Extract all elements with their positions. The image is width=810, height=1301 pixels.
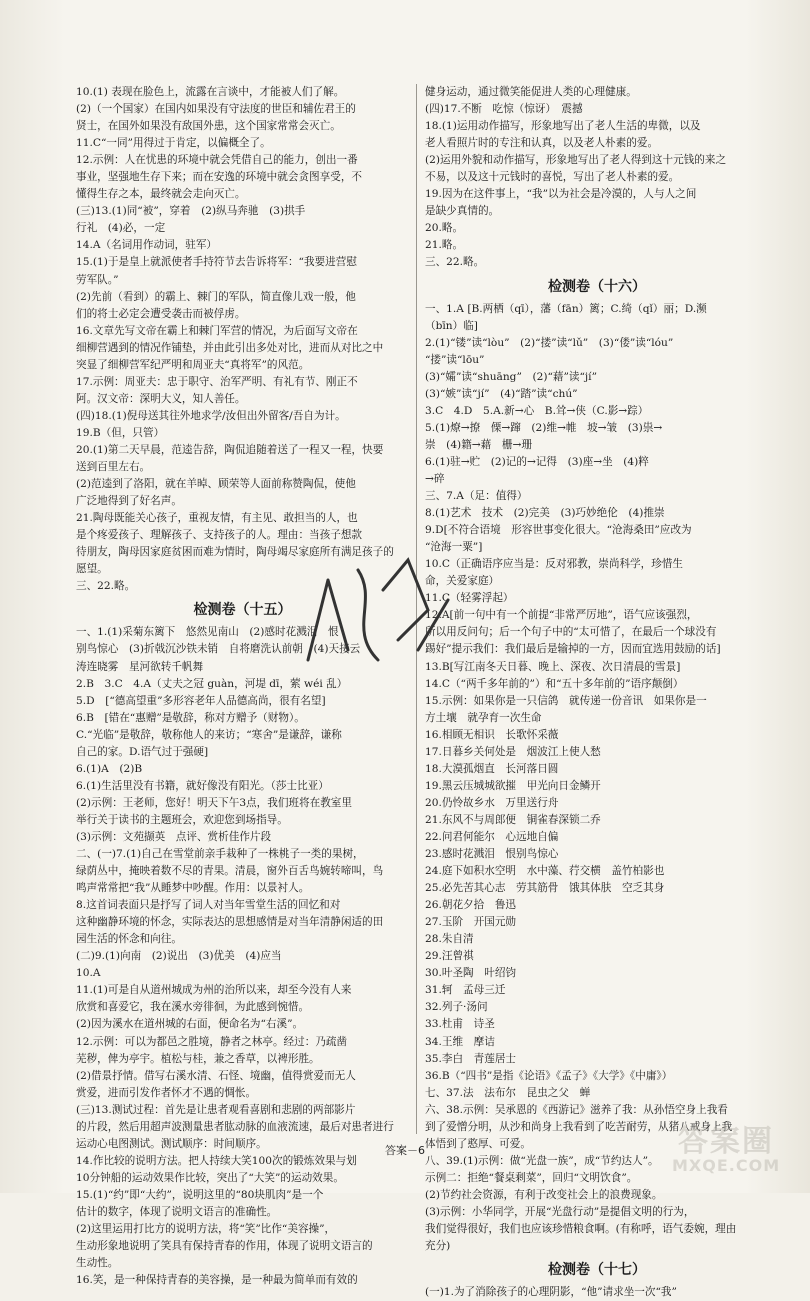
text-line: 10.C（正确语序应当是：反对邪教，崇尚科学，珍惜生 bbox=[425, 558, 684, 571]
text-line: 19.黑云压城城欲摧 甲光向日金鳞开 bbox=[425, 779, 601, 792]
text-line: 36.B（“四书”是指《论语》《孟子》《大学》《中庸》） bbox=[425, 1069, 673, 1082]
text-line: 6.(1)生活里没有书籍，就好像没有阳光。（莎士比亚） bbox=[76, 779, 329, 792]
text-line: 6.(1)驻→贮 (2)记的→记得 (3)座→坐 (4)粹 bbox=[425, 455, 649, 468]
text-line: 的片段，然后用超声波测量患者肱动脉的血液流速，最后对患者进行 bbox=[76, 1120, 394, 1133]
text-line: 10.(1) 表现在脸色上，流露在言谈中，才能被人们了解。 bbox=[76, 86, 345, 98]
text-line: 30.叶圣陶 叶绍钧 bbox=[425, 967, 517, 980]
text-line: 11.C“一同”用得过于肯定，以偏概全了。 bbox=[76, 137, 271, 150]
text-line: 园生活的怀念和向往。 bbox=[76, 933, 182, 946]
text-line: 鸣声常常把“我”从睡梦中吵醒。作用：以景衬人。 bbox=[76, 882, 310, 895]
text-line: (一)1.为了消除孩子的心理阴影，“他”请求坐一次“我” bbox=[425, 1286, 677, 1299]
page-footer: 答案－6 bbox=[385, 1144, 425, 1157]
text-line: 是缺少真情的。 bbox=[425, 205, 500, 218]
text-line: 29.汪曾祺 bbox=[425, 950, 474, 963]
text-line: 健身运动，通过微笑能促进人类的心理健康。 bbox=[425, 86, 637, 98]
text-line: 11.C（轻雾浮起） bbox=[425, 592, 514, 605]
text-line: 贤士，在国外如果没有敌国外患，这个国家常常会灭亡。 bbox=[76, 120, 341, 133]
text-line: (三)13.测试过程：首先是让患者观看喜剧和悲剧的两部影片 bbox=[76, 1103, 356, 1116]
text-line: 15.(1)“约”即“大约”，说明这里的“80块肌肉”是一个 bbox=[76, 1188, 324, 1201]
text-line: 欣赏和喜爱它，我在溪水旁徘徊，为此感到惋惜。 bbox=[76, 1001, 310, 1014]
text-line: 8.(1)艺术 技术 (2)完美 (3)巧妙绝伦 (4)推崇 bbox=[425, 507, 665, 520]
section-title-16: 检测卷（十六） bbox=[548, 278, 646, 295]
text-line: (2)因为溪水在道州城的右面，便命名为“右溪”。 bbox=[76, 1018, 304, 1031]
text-line: 16.文章先写文帝在霸上和棘门军营的情况，为后面写文帝在 bbox=[76, 324, 358, 337]
text-line: (3)示例：文苑撷英 点评、赏析佳作片段 bbox=[76, 830, 272, 843]
text-line: (四)17.不断 吃惊（惊讶） 震撼 bbox=[425, 103, 583, 116]
text-line: 举行关于读书的主题班会，欢迎您到场指导。 bbox=[76, 813, 288, 826]
text-line: 2.B 3.C 4.A（丈夫之冠 guàn，河堤 dī，萦 wéi 乱） bbox=[76, 677, 348, 690]
text-line: 示例二：拒绝“餐桌剩菜”，回归“文明饮食”。 bbox=[425, 1171, 638, 1184]
text-line: 12.A[前一句中有一个前提“非常严厉地”，语气应该强烈， bbox=[425, 609, 698, 622]
watermark-top: 答案圈 bbox=[678, 1124, 774, 1159]
text-line: 八、39.(1)示例：做“光盘一族”，成“节约达人”。 bbox=[425, 1154, 659, 1167]
text-line: 芜秽，俾为亭宇。植松与桂，兼之香草，以裨形胜。 bbox=[76, 1052, 320, 1065]
text-line: 2.(1)“镂”读“lòu” (2)“搂”读“lǔ” (3)“偻”读“lóu” bbox=[425, 336, 674, 349]
text-line: 体悟到了憨厚、可爱。 bbox=[425, 1137, 531, 1150]
text-line: 27.玉阶 开国元勋 bbox=[425, 916, 517, 929]
text-line: (3)“嫉”读“jí” (4)“踏”读“chú” bbox=[425, 387, 578, 400]
text-line: 赏爱，进而引发作者怀才不遇的惆怅。 bbox=[76, 1086, 257, 1099]
text-line: 老人看照片时的专注和认真，以及老人朴素的爱。 bbox=[425, 137, 659, 150]
text-line: 17.日暮乡关何处是 烟波江上使人愁 bbox=[425, 745, 601, 758]
text-line: 所以用反问句；后一个句子中的“太可惜了，在最后一个球没有 bbox=[425, 626, 717, 639]
text-line: (2)（一个国家）在国内如果没有守法度的世臣和辅佐君王的 bbox=[76, 103, 356, 116]
text-line: C.“光临”是敬辞，敬称他人的来访；“寒舍”是谦辞，谦称 bbox=[76, 728, 342, 741]
text-line: 生动性。 bbox=[76, 1257, 119, 1270]
text-line: 崇 (4)籍→藉 栅→珊 bbox=[425, 438, 532, 451]
text-line: 3.C 4.D 5.A.新→心 B.耸→侠（C.影→踪） bbox=[425, 404, 649, 417]
text-line: 21.略。 bbox=[425, 239, 464, 252]
text-line: 涛连晓雾 星河欲转千帆舞 bbox=[76, 660, 204, 673]
text-line: 七、37.法 法布尔 昆虫之父 蝉 bbox=[425, 1086, 591, 1099]
text-line: 行礼 (4)必，一定 bbox=[76, 222, 166, 235]
text-line: (2)节约社会资源，有利于改变社会上的浪费现象。 bbox=[425, 1188, 663, 1201]
text-line: 事业，坚强地生存下来；而在安逸的环境中就会贪图享受，不 bbox=[76, 171, 363, 184]
text-line: 20.仍怜故乡水 万里送行舟 bbox=[425, 796, 559, 809]
text-line: 26.朝花夕拾 鲁迅 bbox=[425, 899, 517, 912]
text-line: 6.B [错在“惠赠”是敬辞，称对方赠予（财物）。 bbox=[76, 711, 305, 724]
text-line: 三、22.略。 bbox=[76, 580, 136, 593]
text-line: (3)“孀”读“shuāng” (2)“藉”读“jí” bbox=[425, 370, 597, 383]
text-line: 一、1.(1)采菊东篱下 悠然见南山 (2)感时花溅泪 恨 bbox=[76, 626, 339, 639]
text-line: (3)示例：小华同学，开展“光盘行动”是提倡文明的行为， bbox=[425, 1206, 695, 1218]
text-line: 28.朱自清 bbox=[425, 933, 474, 946]
text-line: 35.李白 青莲居士 bbox=[425, 1052, 517, 1065]
text-line: 方土壤 就孕育一次生命 bbox=[425, 711, 542, 724]
text-line: 懂得生存之本，最终就会走向灭亡。 bbox=[76, 188, 246, 201]
left-block-a bbox=[76, 84, 409, 595]
text-line: 31.轲 孟母三迁 bbox=[425, 984, 506, 997]
text-line: 别鸟惊心 (3)折戟沉沙铁未销 自将磨洗认前朝 (4)天接云 bbox=[76, 643, 361, 656]
text-line: 充分) bbox=[425, 1240, 451, 1253]
text-line: 33.杜甫 诗圣 bbox=[425, 1018, 495, 1031]
text-line: 命，关爱家庭） bbox=[425, 575, 500, 588]
right-block-a bbox=[425, 84, 769, 272]
text-line: “沧海一粟”] bbox=[425, 541, 483, 554]
watermark-bottom: MXQE.COM bbox=[672, 1156, 781, 1175]
text-line: (2)范逵到了洛阳，就在羊晫、顾荣等人面前称赞陶侃，使他 bbox=[76, 478, 356, 491]
text-line: 15.示例：如果你是一只信鸽 就传递一份音讯 如果你是一 bbox=[425, 694, 707, 707]
text-line: 自己的家。D.语气过于强硬] bbox=[76, 745, 209, 758]
text-line: 运动心电图测试。测试顺序：时间顺序。 bbox=[76, 1137, 267, 1150]
text-line: 我们觉得很好，我们也应该珍惜粮食啊。(有称呼，语气委婉，理由 bbox=[425, 1223, 737, 1236]
text-line: 14.C（“两千多年前的”）和“五十多年前的”语序颠倒） bbox=[425, 677, 684, 690]
watermark-logo bbox=[668, 1110, 798, 1182]
text-line: 6.(1)A (2)B bbox=[76, 762, 143, 775]
text-line: 17.示例：周亚夫：忠于职守、治军严明、有礼有节、刚正不 bbox=[76, 375, 358, 388]
text-line: (二)9.(1)向南 (2)说出 (3)优美 (4)应当 bbox=[76, 950, 282, 963]
text-line: “搂”读“lōu” bbox=[425, 353, 485, 366]
text-line: 踢好”提示我们：我们最后是输掉的一方，因而宜选用鼓励的话] bbox=[425, 643, 721, 656]
text-line: 愿望。 bbox=[76, 563, 108, 576]
text-line: (2)示例：王老师，您好！明天下午3点，我们班将在教室里 bbox=[76, 796, 352, 809]
text-line: 21.陶母既能关心孩子，重视友情，有主见、敢担当的人，也 bbox=[76, 512, 358, 525]
text-line: 11.(1)可是自从道州城成为州的治所以来，却至今没有人来 bbox=[76, 984, 352, 997]
text-line: 19.因为在这件事上，“我”以为社会是冷漠的，人与人之间 bbox=[425, 188, 697, 201]
text-line: 阿。汉文帝：深明大义，知人善任。 bbox=[76, 392, 246, 405]
text-line: (2)先前（看到）的霸上、棘门的军队，简直像儿戏一般，他 bbox=[76, 290, 356, 303]
text-line: 广泛地得到了好名声。 bbox=[76, 495, 182, 508]
text-line: （bīn）临] bbox=[425, 319, 478, 332]
section-title-17: 检测卷（十七） bbox=[548, 1262, 646, 1279]
text-line: 12.示例：可以为都邑之胜境，静者之林亭。经过：乃疏凿 bbox=[76, 1035, 348, 1048]
text-line: (三)13.(1)同“被”，穿着 (2)纵马奔驰 (3)拱手 bbox=[76, 205, 306, 218]
text-line: (2)运用外貌和动作描写，形象地写出了老人得到这十元钱的来之 bbox=[425, 154, 727, 167]
text-line: 三、7.A（足：值得） bbox=[425, 490, 528, 503]
text-line: 14.作比较的说明方法。把人持续大笑100次的锻炼效果与划 bbox=[76, 1154, 357, 1167]
text-line: 14.A（名词用作动词，驻军） bbox=[76, 239, 218, 252]
text-line: 24.庭下如积水空明 水中藻、荇交横 盖竹柏影也 bbox=[425, 865, 665, 878]
text-line: 34.王维 摩诘 bbox=[425, 1035, 495, 1048]
text-line: 突显了细柳营军纪严明和周亚夫“真将军”的风范。 bbox=[76, 358, 310, 371]
text-line: 这种幽静环境的怀念，实际表达的思想感情是对当年清静闲适的田 bbox=[76, 916, 384, 929]
text-line: 10.A bbox=[76, 967, 101, 980]
text-line: 三、22.略。 bbox=[425, 256, 485, 269]
text-line: 13.B[写江南冬天日暮、晚上、深夜、次日清晨的雪景] bbox=[425, 660, 681, 673]
text-line: 25.必先苦其心志 劳其筋骨 饿其体肤 空乏其身 bbox=[425, 882, 665, 895]
text-line: 到了爱憎分明，从沙和尚身上我看到了吃苦耐劳，从猪八戒身上我 bbox=[425, 1120, 733, 1133]
text-line: (四)18.(1)倪母送其往外地求学/汝但出外留客/吾自为计。 bbox=[76, 409, 346, 422]
text-line: 们的将士必定会遭受袭击而被俘虏。 bbox=[76, 307, 246, 320]
text-line: 19.B（但，只管） bbox=[76, 426, 165, 439]
text-line: 15.(1)于是皇上就派使者手持符节去告诉将军：“我要进营慰 bbox=[76, 256, 357, 269]
handwritten-scribble bbox=[288, 540, 458, 690]
text-line: 估计的数字，体现了说明文语言的准确性。 bbox=[76, 1206, 278, 1218]
text-line: 生动形象地说明了笑具有保持青春的作用，体现了说明文语言的 bbox=[76, 1240, 373, 1253]
text-line: 劳军队。” bbox=[76, 273, 119, 286]
text-line: 16.笑，是一种保持青春的美容操，是一种最为简单而有效的 bbox=[76, 1274, 358, 1287]
text-line: 23.感时花溅泪 恨别鸟惊心 bbox=[425, 848, 559, 861]
text-line: 16.相顾无相识 长歌怀采薇 bbox=[425, 728, 559, 741]
left-block-b bbox=[76, 624, 409, 1289]
text-line: 绿荫丛中，掩映着数不尽的青果。清晨，窗外百舌鸟婉转啼叫，鸟 bbox=[76, 865, 384, 878]
text-line: (2)借景抒情。借写右溪水清、石怪、境幽，值得赏爱而无人 bbox=[76, 1069, 356, 1082]
text-line: 送到百里左右。 bbox=[76, 461, 151, 474]
text-line: 一、1.A [B.两栖（qī），藩（fān）篱；C.绮（qǐ）丽；D.濒 bbox=[425, 302, 707, 315]
text-line: 细柳营遇到的情况作铺垫，并由此引出多处对比，进而从对比之中 bbox=[76, 341, 384, 354]
text-line: 8.这首词表面只是抒写了词人对当年雪堂生活的回忆和对 bbox=[76, 899, 341, 912]
right-block-c bbox=[425, 1284, 769, 1301]
text-line: 不易，以及这十元钱时的喜悦，写出了老人朴素的爱。 bbox=[425, 171, 680, 184]
section-title-15: 检测卷（十五） bbox=[193, 602, 292, 619]
text-line: 22.问君何能尔 心远地自偏 bbox=[425, 830, 559, 843]
text-line: 12.示例：人在忧患的环境中就会凭借自己的能力，创出一番 bbox=[76, 154, 358, 167]
text-line: 18.(1)运用动作描写，形象地写出了老人生活的卑微，以及 bbox=[425, 120, 701, 133]
text-line: 二、(一)7.(1)自己在雪堂前亲手栽种了一株桃子一类的果树， bbox=[76, 848, 364, 861]
text-line: 9.D[不符合语境 形容世事变化很大。“沧海桑田”应改为 bbox=[425, 524, 692, 537]
text-line: 20.(1)第二天早晨，范逵告辞，陶侃追随着送了一程又一程，快要 bbox=[76, 443, 384, 456]
text-line: 18.大漠孤烟直 长河落日圆 bbox=[425, 762, 559, 775]
text-line: 待朋友，陶母因家庭贫困而难为情时，陶母竭尽家庭所有满足孩子的 bbox=[76, 546, 394, 559]
text-line: 是个疼爱孩子、理解孩子、支持孩子的人。理由：当孩子想款 bbox=[76, 529, 363, 542]
text-line: 20.略。 bbox=[425, 222, 464, 235]
text-line: 32.列子·汤问 bbox=[425, 1001, 488, 1014]
text-line: 10分钟船的运动效果作比较，突出了“大笑”的运动效果。 bbox=[76, 1171, 344, 1184]
text-line: 5.(1)燎→撩 傈→蹿 (2)维→帷 坡→皱 (3)祟→ bbox=[425, 421, 663, 434]
text-line: 六、38.示例：吴承恩的《西游记》滋养了我：从孙悟空身上我看 bbox=[425, 1103, 728, 1116]
text-line: 21.东风不与周郎便 铜雀春深锁二乔 bbox=[425, 813, 601, 826]
text-line: →碎 bbox=[425, 472, 445, 485]
text-line: (2)这里运用打比方的说明方法，将“笑”比作“美容操”， bbox=[76, 1223, 336, 1236]
text-line: 5.D [“德高望重”多形容老年人品德高尚，很有名望] bbox=[76, 694, 326, 707]
